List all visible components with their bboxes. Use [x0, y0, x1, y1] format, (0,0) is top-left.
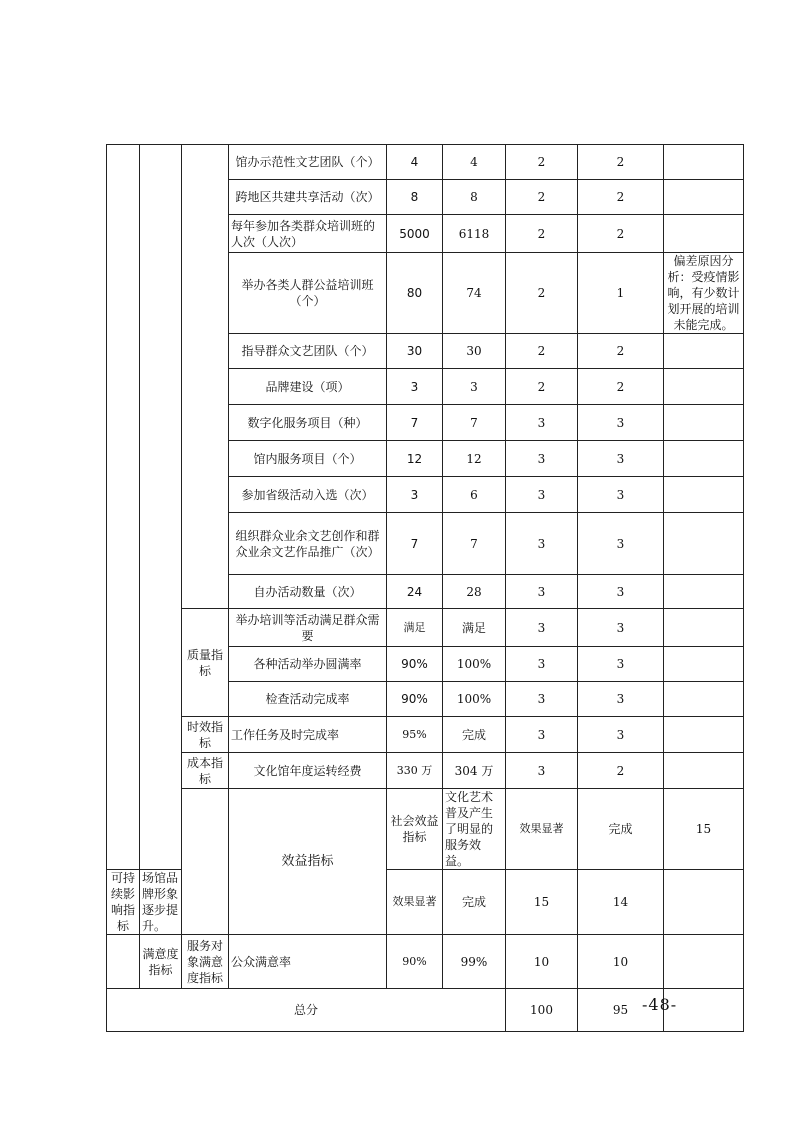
note-cell: [664, 180, 744, 215]
category-quality: 质量指标: [182, 609, 229, 717]
score-value: 2: [578, 753, 664, 789]
merged-cell: [107, 145, 140, 870]
indicator-cell: 馆办示范性文艺团队（个）: [229, 145, 387, 180]
target-value: 95%: [387, 717, 443, 753]
actual-value: 100%: [443, 647, 506, 682]
target-value: 30: [387, 334, 443, 369]
target-value: 90%: [387, 647, 443, 682]
actual-value: 28: [443, 575, 506, 609]
performance-table: [106, 144, 744, 1032]
target-value: 满足: [387, 609, 443, 647]
note-cell: [664, 682, 744, 717]
note-cell: [664, 145, 744, 180]
indicator-cell: 检查活动完成率: [229, 682, 387, 717]
actual-value: 74: [443, 253, 506, 334]
weight-value: 3: [506, 717, 578, 753]
category-service-satisfaction: 服务对象满意度指标: [182, 935, 229, 989]
table-row: [107, 609, 744, 647]
indicator-cell: 举办各类人群公益培训班（个）: [229, 253, 387, 334]
indicator-cell: 每年参加各类群众培训班的人次（人次）: [229, 215, 387, 253]
target-value: 80: [387, 253, 443, 334]
target-value: 效果显著: [387, 870, 443, 935]
target-value: 8: [387, 180, 443, 215]
weight-value: 2: [506, 145, 578, 180]
indicator-cell: 文化艺术普及产生了明显的服务效益。: [443, 789, 506, 870]
actual-value: 完成: [443, 870, 506, 935]
actual-value: 7: [443, 405, 506, 441]
table-row: [107, 753, 744, 789]
table-row: [107, 717, 744, 753]
weight-value: 2: [506, 215, 578, 253]
table-row: [107, 789, 744, 870]
indicator-cell: 馆内服务项目（个）: [229, 441, 387, 477]
merged-cell: [107, 935, 140, 989]
weight-value: 3: [506, 575, 578, 609]
note-cell: [664, 647, 744, 682]
category-satisfaction: 满意度指标: [140, 935, 182, 989]
score-value: 3: [578, 405, 664, 441]
indicator-cell: 参加省级活动入选（次）: [229, 477, 387, 513]
indicator-cell: 举办培训等活动满足群众需要: [229, 609, 387, 647]
target-value: 效果显著: [506, 789, 578, 870]
score-value: 2: [578, 180, 664, 215]
indicator-cell: 场馆品牌形象逐步提升。: [140, 870, 182, 935]
score-value: 3: [578, 477, 664, 513]
category-benefit: 效益指标: [229, 789, 387, 935]
weight-value: 3: [506, 682, 578, 717]
actual-value: 8: [443, 180, 506, 215]
note-cell: [664, 609, 744, 647]
page-number: -48-: [642, 995, 678, 1014]
category-cost: 成本指标: [182, 753, 229, 789]
score-value: 14: [578, 870, 664, 935]
target-value: 5000: [387, 215, 443, 253]
indicator-cell: 各种活动举办圆满率: [229, 647, 387, 682]
note-cell: [664, 935, 744, 989]
deviation-note: 偏差原因分析：受疫情影响，有少数计划开展的培训未能完成。: [664, 253, 744, 334]
category-social-benefit: 社会效益指标: [387, 789, 443, 870]
target-value: 330 万: [387, 753, 443, 789]
score-value: 2: [578, 215, 664, 253]
target-value: 12: [387, 441, 443, 477]
actual-value: 100%: [443, 682, 506, 717]
score-value: 3: [578, 682, 664, 717]
score-value: 10: [578, 935, 664, 989]
weight-value: 3: [506, 513, 578, 575]
indicator-cell: 自办活动数量（次）: [229, 575, 387, 609]
note-cell: [664, 870, 744, 935]
actual-value: 7: [443, 513, 506, 575]
target-value: 3: [387, 369, 443, 405]
weight-value: 15: [506, 870, 578, 935]
total-weight: 100: [506, 989, 578, 1032]
actual-value: 99%: [443, 935, 506, 989]
target-value: 90%: [387, 682, 443, 717]
total-score: 95: [578, 989, 664, 1032]
note-cell: [664, 513, 744, 575]
weight-value: 3: [506, 609, 578, 647]
table-row: [107, 145, 744, 180]
weight-value: 3: [506, 647, 578, 682]
merged-cell: [182, 789, 229, 935]
weight-value: 3: [506, 753, 578, 789]
category-sustainable-impact: 可持续影响指标: [107, 870, 140, 935]
indicator-cell: 文化馆年度运转经费: [229, 753, 387, 789]
score-value: 2: [578, 369, 664, 405]
indicator-cell: 指导群众文艺团队（个）: [229, 334, 387, 369]
note-cell: [664, 717, 744, 753]
score-value: 3: [578, 513, 664, 575]
note-cell: [664, 575, 744, 609]
weight-value: 2: [506, 253, 578, 334]
actual-value: 3: [443, 369, 506, 405]
indicator-cell: 工作任务及时完成率: [229, 717, 387, 753]
weight-value: 3: [506, 441, 578, 477]
total-label: 总分: [107, 989, 506, 1032]
note-cell: [664, 753, 744, 789]
score-value: 2: [578, 334, 664, 369]
weight-value: 3: [506, 405, 578, 441]
target-value: 3: [387, 477, 443, 513]
indicator-cell: 公众满意率: [229, 935, 387, 989]
weight-value: 15: [664, 789, 744, 870]
target-value: 7: [387, 513, 443, 575]
merged-cell: [140, 145, 182, 870]
weight-value: 3: [506, 477, 578, 513]
note-cell: [664, 405, 744, 441]
indicator-cell: 组织群众业余文艺创作和群众业余文艺作品推广（次）: [229, 513, 387, 575]
target-value: 4: [387, 145, 443, 180]
actual-value: 6: [443, 477, 506, 513]
weight-value: 2: [506, 180, 578, 215]
note-cell: [664, 334, 744, 369]
category-timeliness: 时效指标: [182, 717, 229, 753]
actual-value: 12: [443, 441, 506, 477]
target-value: 7: [387, 405, 443, 441]
actual-value: 30: [443, 334, 506, 369]
score-value: 3: [578, 609, 664, 647]
actual-value: 完成: [578, 789, 664, 870]
score-value: 3: [578, 647, 664, 682]
weight-value: 2: [506, 369, 578, 405]
note-cell: [664, 441, 744, 477]
actual-value: 304 万: [443, 753, 506, 789]
indicator-cell: 跨地区共建共享活动（次）: [229, 180, 387, 215]
note-cell: [664, 477, 744, 513]
score-value: 3: [578, 575, 664, 609]
target-value: 24: [387, 575, 443, 609]
actual-value: 4: [443, 145, 506, 180]
target-value: 90%: [387, 935, 443, 989]
actual-value: 满足: [443, 609, 506, 647]
score-value: 2: [578, 145, 664, 180]
weight-value: 2: [506, 334, 578, 369]
note-cell: [664, 215, 744, 253]
merged-cell: [182, 145, 229, 609]
score-value: 1: [578, 253, 664, 334]
note-cell: [664, 369, 744, 405]
actual-value: 完成: [443, 717, 506, 753]
weight-value: 10: [506, 935, 578, 989]
actual-value: 6118: [443, 215, 506, 253]
indicator-cell: 数字化服务项目（种）: [229, 405, 387, 441]
score-value: 3: [578, 717, 664, 753]
table-row: [107, 935, 744, 989]
score-value: 3: [578, 441, 664, 477]
indicator-cell: 品牌建设（项）: [229, 369, 387, 405]
